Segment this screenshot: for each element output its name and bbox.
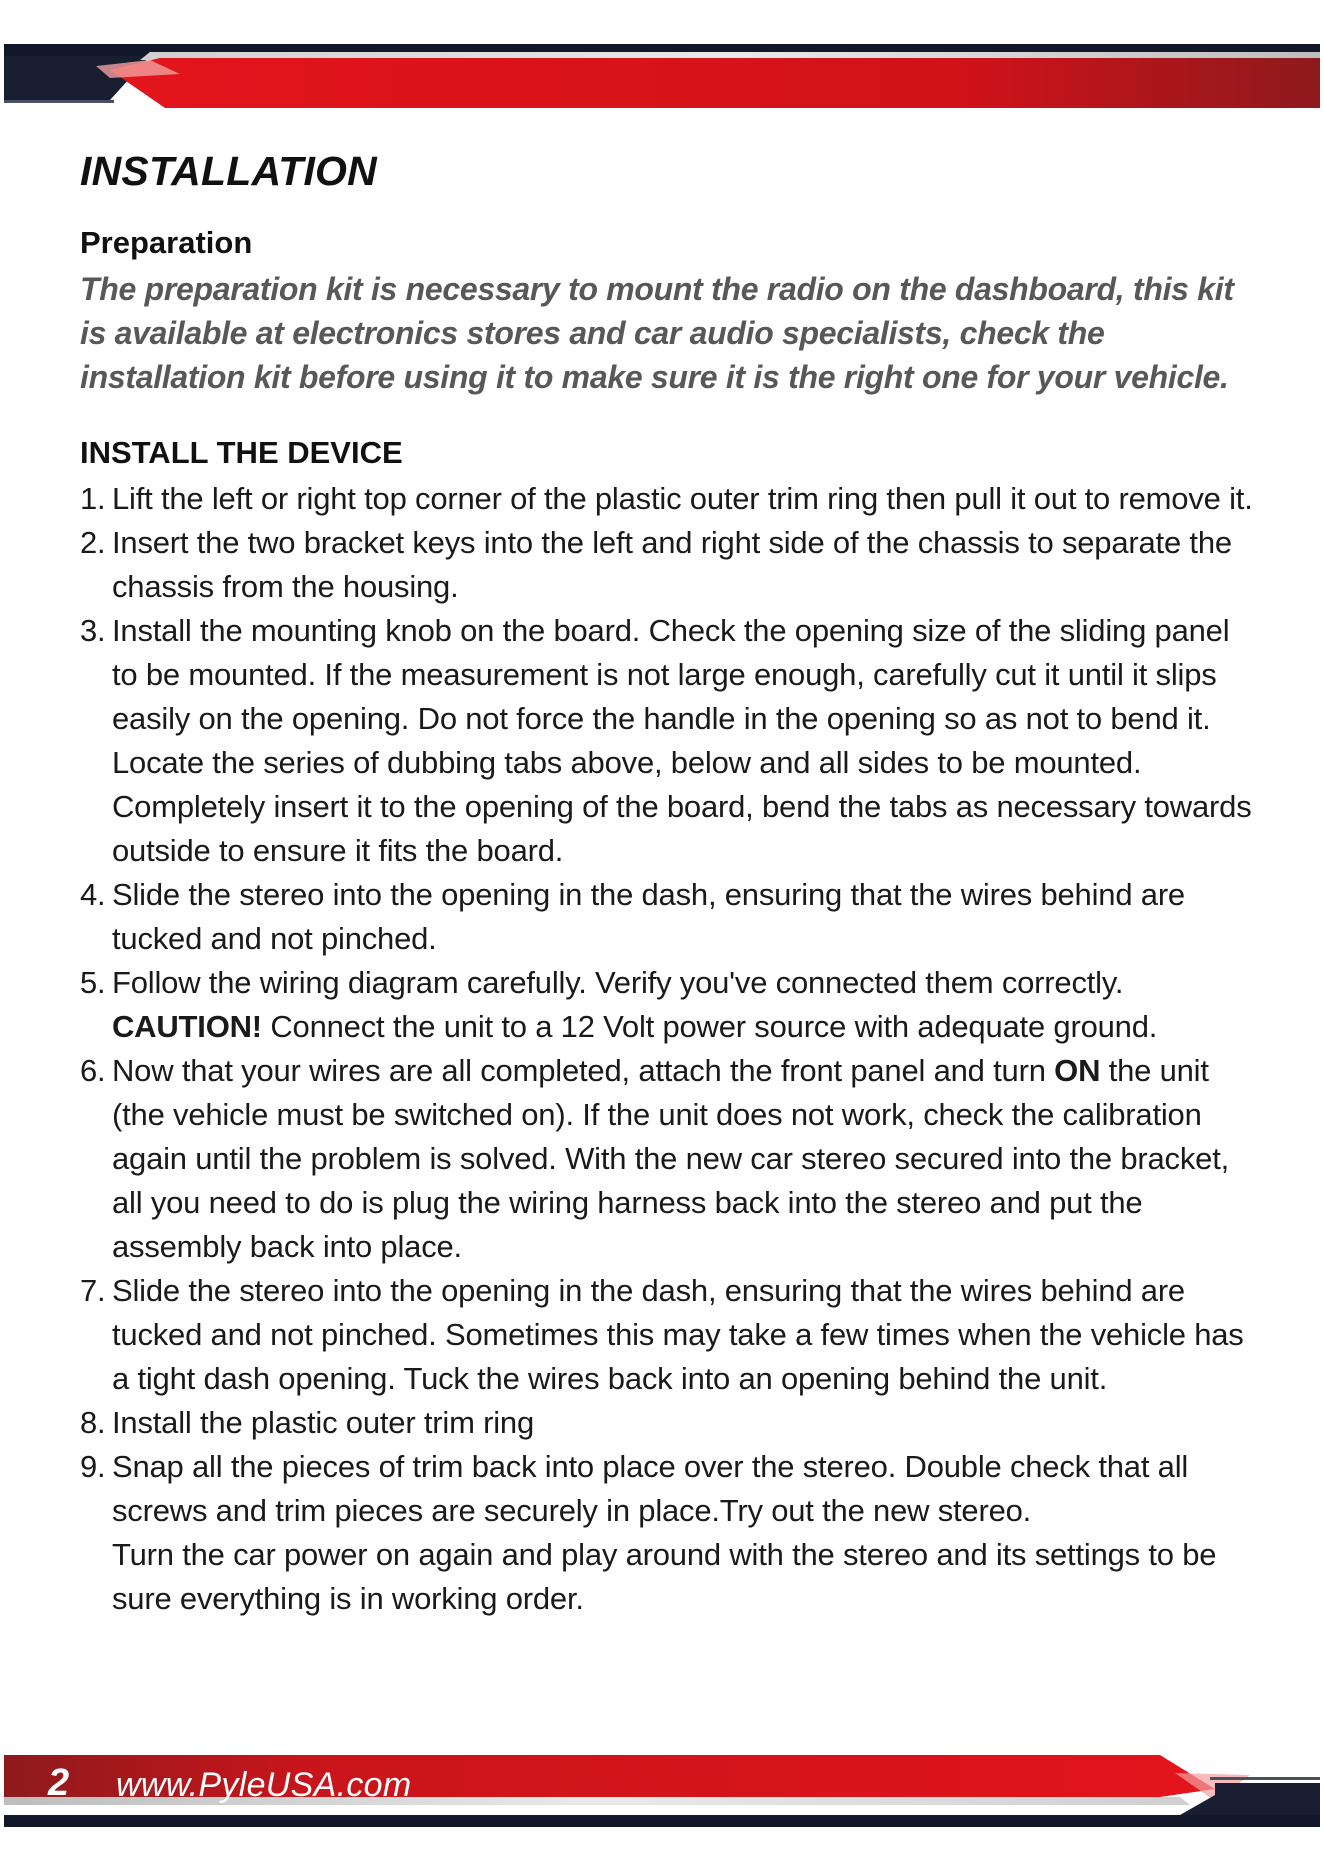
step-number: 8. bbox=[80, 1405, 106, 1440]
step-text bbox=[112, 1445, 1260, 1621]
list-item bbox=[80, 873, 1260, 961]
install-steps-list bbox=[80, 477, 1260, 1621]
list-item bbox=[80, 1445, 1260, 1621]
caution-label: CAUTION! bbox=[112, 1009, 262, 1044]
step-text: Slide the stereo into the opening in the dash, ensuring that the wires behind are tucked and not pinched. bbox=[112, 877, 1185, 956]
step-number: 5. bbox=[80, 965, 106, 1000]
website-url: www.PyleUSA.com bbox=[116, 1766, 412, 1804]
step-text: Lift the left or right top corner of the plastic outer trim ring then pull it out to remove it. bbox=[112, 481, 1253, 516]
preparation-heading: Preparation bbox=[80, 225, 253, 260]
step-text: Insert the two bracket keys into the left and right side of the chassis to separate the chassis from the housing. bbox=[112, 525, 1232, 604]
page-title: INSTALLATION bbox=[80, 148, 377, 194]
page-content bbox=[80, 148, 1260, 1621]
list-item bbox=[80, 521, 1260, 609]
header-banner bbox=[0, 0, 1324, 120]
step-text-before: Now that your wires are all completed, attach the front panel and turn bbox=[112, 1053, 1055, 1088]
step-main-text: Follow the wiring diagram carefully. Verify you've connected them correctly. bbox=[112, 965, 1124, 1000]
list-item bbox=[80, 961, 1260, 1049]
step-text: Slide the stereo into the opening in the dash, ensuring that the wires behind are tucked and not pinched. Sometimes this may take a few times when the vehicle has a tight dash opening. Tuck the wires back into an opening behind the unit. bbox=[112, 1273, 1244, 1396]
step-number: 6. bbox=[80, 1053, 106, 1088]
step-number: 7. bbox=[80, 1273, 106, 1308]
step-text: Install the mounting knob on the board. Check the opening size of the sliding panel to be mounted. If the measurement is not large enough, carefully cut it until it slips easily on the opening. Do not force the handle in the opening so as not to bend it. Locate the series of dubbing tabs above, below and all sides to be mounted. Completely insert it to the opening of the board, bend the tabs as necessary towards outside to ensure it fits the board. bbox=[112, 613, 1252, 868]
install-heading: INSTALL THE DEVICE bbox=[80, 435, 403, 470]
step-number: 3. bbox=[80, 613, 106, 648]
caution-text: Connect the unit to a 12 Volt power source with adequate ground. bbox=[261, 1009, 1158, 1044]
on-keyword: ON bbox=[1054, 1053, 1101, 1088]
step-text: Install the plastic outer trim ring bbox=[112, 1405, 535, 1440]
step-number: 1. bbox=[80, 481, 106, 516]
list-item bbox=[80, 1401, 1260, 1445]
page-number: 2 bbox=[48, 1762, 70, 1804]
list-item bbox=[80, 477, 1260, 521]
step-text bbox=[112, 1049, 1260, 1269]
list-item bbox=[80, 1049, 1260, 1269]
step-main-text: Snap all the pieces of trim back into place over the stereo. Double check that all screws and trim pieces are securely in place.Try out the new stereo. bbox=[112, 1449, 1189, 1528]
step-text-after: the unit (the vehicle must be switched on). If the unit does not work, check the calibration again until the problem is solved. With the new car stereo secured into the bracket, all you need to do is plug the wiring harness back into the stereo and put the assembly back into place. bbox=[112, 1053, 1230, 1264]
step-extra-text: Turn the car power on again and play around with the stereo and its settings to be sure everything is in working order. bbox=[112, 1537, 1217, 1616]
list-item bbox=[80, 609, 1260, 873]
step-number: 2. bbox=[80, 525, 106, 560]
step-number: 4. bbox=[80, 877, 106, 912]
preparation-text: The preparation kit is necessary to mount the radio on the dashboard, this kit is available at electronics stores and car audio specialists, check the installation kit before using it to make sure it is the right one for your vehicle. bbox=[80, 271, 1234, 395]
step-number: 9. bbox=[80, 1449, 106, 1484]
list-item bbox=[80, 1269, 1260, 1401]
step-text bbox=[112, 961, 1260, 1049]
